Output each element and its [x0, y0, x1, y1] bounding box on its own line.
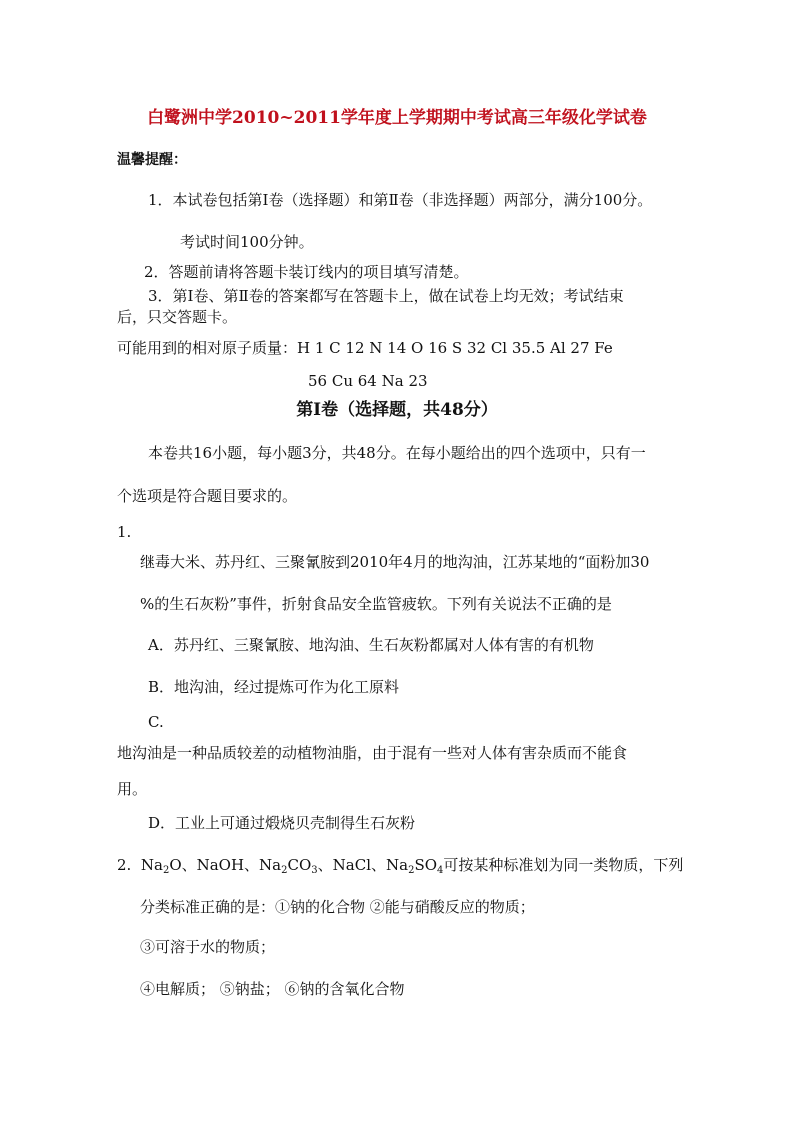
question-2-criteria-end: ④电解质； ⑤钠盐； ⑥钠的含氧化合物: [140, 980, 405, 998]
atomic-masses: 可能用到的相对原子质量：H 1 C 12 N 14 O 16 S 32 Cl 35.5 Al 27 Fe: [117, 339, 613, 357]
question-1-option-c-label: C.: [148, 713, 164, 731]
note-3-cont: 后，只交答题卡。: [117, 308, 238, 326]
atomic-masses-cont: 56 Cu 64 Na 23: [308, 372, 428, 390]
question-2-criteria-cont: ③可溶于水的物质；: [140, 938, 276, 956]
section-title: 第Ⅰ卷（选择题，共48分）: [296, 400, 498, 420]
question-2-number: 2.: [117, 856, 132, 874]
exam-title: 白鹭洲中学2010~2011学年度上学期期中考试高三年级化学试卷: [147, 108, 647, 128]
question-1-option-a: A．苏丹红、三聚氰胺、地沟油、生石灰粉都属对人体有害的有机物: [148, 636, 594, 654]
question-1-option-c-cont: 用。: [117, 780, 148, 798]
question-1-stem-cont: %的生石灰粉”事件，折射食品安全监管疲软。下列有关说法不正确的是: [140, 595, 612, 613]
question-2-stem: 2. $Na_2O$、NaOH、$Na_2CO_3$、NaCl、$Na_2SO_4$可按某种标准划为同一类物质，下列: [117, 856, 684, 876]
question-1-option-c: 地沟油是一种品质较差的动植物油脂，由于混有一些对人体有害杂质而不能食: [117, 744, 628, 762]
note-1: 1．本试卷包括第Ⅰ卷（选择题）和第Ⅱ卷（非选择题）两部分，满分100分。: [148, 191, 653, 209]
question-1-option-b: B．地沟油，经过提炼可作为化工原料: [148, 678, 400, 696]
note-3: 3．第Ⅰ卷、第Ⅱ卷的答案都写在答题卡上，做在试卷上均无效；考试结束: [148, 287, 624, 305]
section-intro: 本卷共16小题，每小题3分，共48分。在每小题给出的四个选项中，只有一: [148, 444, 646, 462]
note-2: 2．答题前请将答题卡装订线内的项目填写清楚。: [144, 263, 469, 281]
hint-label: 温馨提醒：: [117, 152, 187, 168]
section-intro-cont: 个选项是符合题目要求的。: [117, 487, 298, 505]
question-1-number: 1.: [117, 523, 132, 541]
note-1-time: 考试时间100分钟。: [180, 233, 314, 251]
question-1-stem: 继毒大米、苏丹红、三聚氰胺到2010年4月的地沟油，江苏某地的“面粉加30: [140, 553, 650, 571]
question-2-criteria: 分类标准正确的是：①钠的化合物 ②能与硝酸反应的物质；: [140, 898, 535, 916]
question-1-option-d: D．工业上可通过煅烧贝壳制得生石灰粉: [148, 814, 416, 832]
